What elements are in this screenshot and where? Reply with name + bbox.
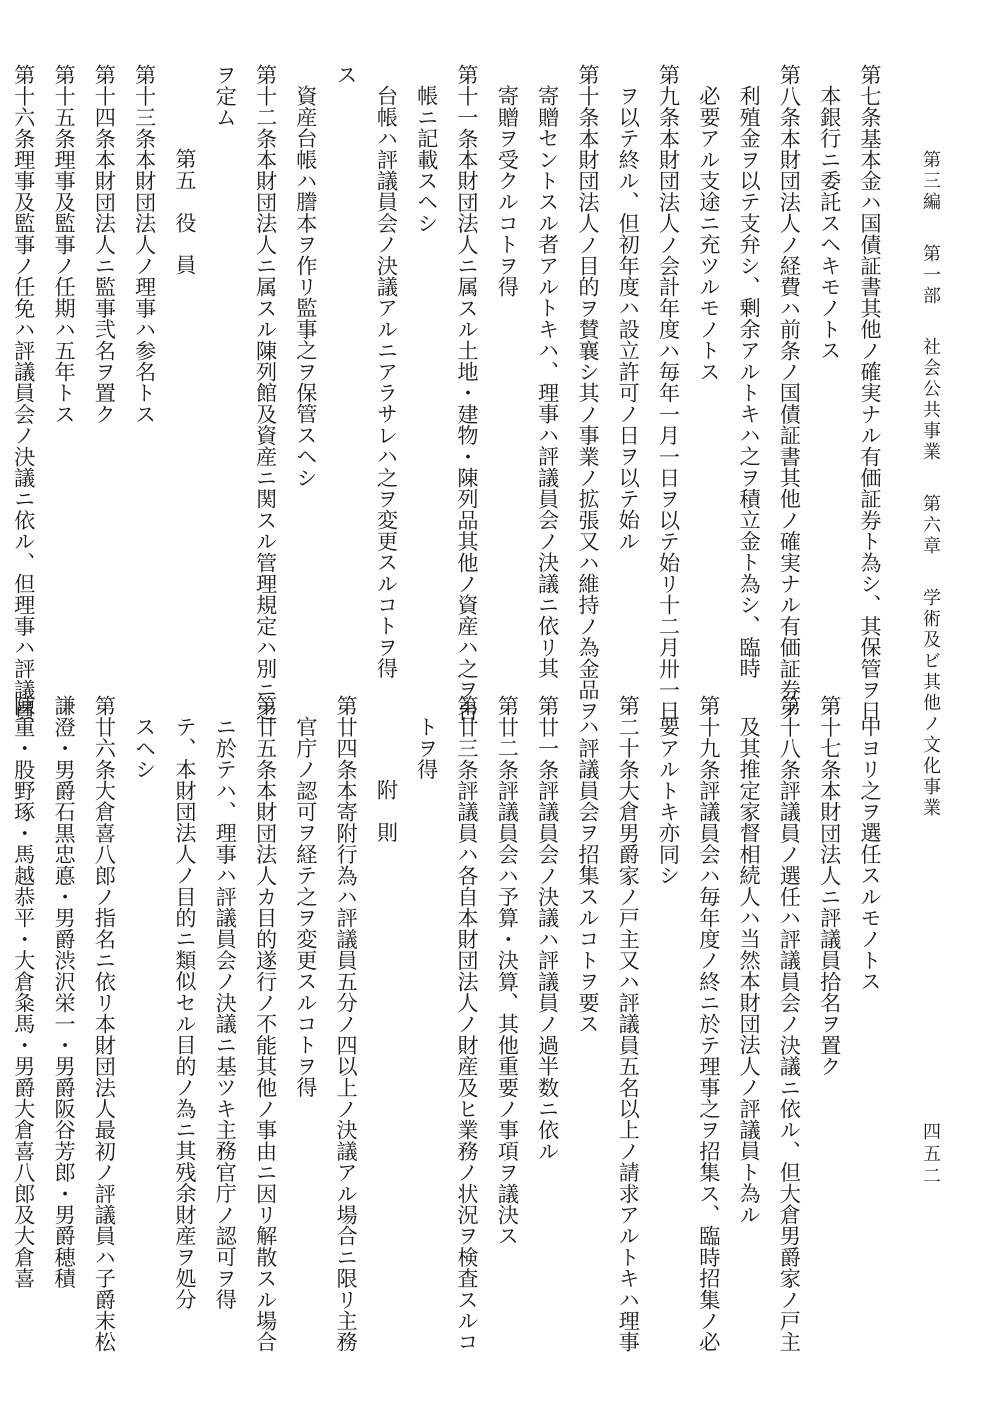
text-line: 利殖金ヲ以テ支弁シ、剰余アルトキハ之ヲ積立金ト為シ、臨時 <box>737 85 763 679</box>
text-line: トヲ得 <box>414 716 440 780</box>
text-line: 附 則 <box>374 779 400 843</box>
text-line: 台帳ハ評議員会ノ決議アルニアラサレハ之ヲ変更スルコトヲ得 <box>374 85 400 679</box>
text-line: 陳重・股野琢・馬越恭平・大倉粂馬・男爵大倉喜八郎及大倉喜 <box>11 695 37 1289</box>
header-chapter-title: 学術及ビ其他ノ文化事業 <box>920 587 941 819</box>
text-line: 帳ニ記載スヘシ <box>414 85 440 234</box>
text-line: 第二十条大倉男爵家ノ戸主又ハ評議員五名以上ノ請求アルトキハ理事 <box>616 695 642 1353</box>
text-line: 第十四条本財団法人ニ監事弐名ヲ置ク <box>92 64 118 425</box>
text-line: スヘシ <box>132 716 158 780</box>
text-line: 第十六条理事及監事ノ任免ハ評議員会ノ決議ニ依ル、但理事ハ評議員 <box>11 64 37 722</box>
lower-text-block <box>11 695 890 1353</box>
text-line: 第十九条評議員会ハ毎年度ノ終ニ於テ理事之ヲ招集ス、臨時招集ノ必 <box>696 695 722 1353</box>
text-line: 第十七条本財団法人ニ評議員拾名ヲ置ク <box>817 695 843 1077</box>
text-line: 寄贈ヲ受クルコトヲ得 <box>495 85 521 297</box>
header-section: 社会公共事業 <box>920 337 941 464</box>
text-line: 第十二条本財団法人ニ属スル陳列館及資産ニ関スル管理規定ハ別ニ之 <box>253 64 279 722</box>
text-line: 第五 役 員 <box>172 148 198 276</box>
text-line: 第廿六条大倉喜八郎ノ指名ニ依リ本財団法人最初ノ評議員ハ子爵末松 <box>92 695 118 1353</box>
text-line: 第廿三条評議員ハ各自本財団法人ノ財産及ヒ業務ノ状況ヲ検査スルコ <box>455 695 481 1353</box>
text-line: 第廿五条本財団法人カ目的遂行ノ不能其他ノ事由ニ因リ解散スル場合 <box>253 695 279 1353</box>
text-line: 第十五条理事及監事ノ任期ハ五年トス <box>52 64 78 425</box>
text-line: 第八条本財団法人ノ経費ハ前条ノ国債証書其他ノ確実ナル有価証券ノ <box>777 64 803 722</box>
text-line: 寄贈セントスル者アルトキハ、理事ハ評議員会ノ決議ニ依リ其 <box>535 85 561 679</box>
header-chapter: 第六章 <box>920 494 941 558</box>
text-line: 及其推定家督相続人ハ当然本財団法人ノ評議員ト為ル <box>737 716 763 1225</box>
text-line: 要アルトキ亦同シ <box>656 716 682 886</box>
text-line: 本銀行ニ委託スヘキモノトス <box>817 85 843 361</box>
text-line: 第九条本財団法人ノ会計年度ハ毎年一月一日ヲ以テ始リ十二月卅一日 <box>656 64 682 722</box>
text-line: 第十三条本財団法人ノ理事ハ参名トス <box>132 64 158 425</box>
text-line: 第十一条本財団法人ニ属スル土地・建物・陳列品其他ノ資産ハ之ヲ台 <box>455 64 481 722</box>
text-line: ハ評議員会ヲ招集スルコトヲ要ス <box>575 716 601 1034</box>
text-line: 資産台帳ハ謄本ヲ作リ監事之ヲ保管スヘシ <box>293 85 319 488</box>
running-header <box>912 150 948 819</box>
header-part: 第一部 <box>920 243 941 307</box>
text-line: ス <box>334 64 360 86</box>
text-line: 第廿一条評議員会ノ決議ハ評議員ノ過半数ニ依ル <box>535 695 561 1162</box>
text-line: ヲ定ム <box>213 64 239 128</box>
text-line: ヲ以テ終ル、但初年度ハ設立許可ノ日ヲ以テ始ル <box>616 85 642 552</box>
text-line: 官庁ノ認可ヲ経テ之ヲ変更スルコトヲ得 <box>293 716 319 1098</box>
text-line: 必要アル支途ニ充ツルモノトス <box>696 85 722 382</box>
text-line: 謙澄・男爵石黒忠悳・男爵渋沢栄一・男爵阪谷芳郎・男爵穂積 <box>52 695 78 1289</box>
text-line: 第廿二条評議員会ハ予算・決算、其他重要ノ事項ヲ議決ス <box>495 695 521 1247</box>
text-line: テ、本財団法人ノ目的ニ類似セル目的ノ為ニ其残余財産ヲ処分 <box>172 716 198 1310</box>
text-line: 中ヨリ之ヲ選任スルモノトス <box>858 716 883 992</box>
page-number: 四五二 <box>920 1122 941 1188</box>
text-line: 第廿四条本寄附行為ハ評議員五分ノ四以上ノ決議アル場合ニ限リ主務 <box>334 695 360 1353</box>
upper-text-block <box>11 64 890 722</box>
text-line: ニ於テハ、理事ハ評議員会ノ決議ニ基ツキ主務官庁ノ認可ヲ得 <box>213 716 239 1310</box>
text-line: 第十八条評議員ノ選任ハ評議員会ノ決議ニ依ル、但大倉男爵家ノ戸主 <box>777 695 803 1353</box>
header-volume: 第三編 <box>920 150 941 213</box>
text-line: 第七条基本金ハ国債証書其他ノ確実ナル有価証券ト為シ、其保管ヲ日 <box>858 64 883 722</box>
text-line: 第十条本財団法人ノ目的ヲ賛襄シ其ノ事業ノ拡張又ハ維持ノ為金品ヲ <box>575 64 601 722</box>
